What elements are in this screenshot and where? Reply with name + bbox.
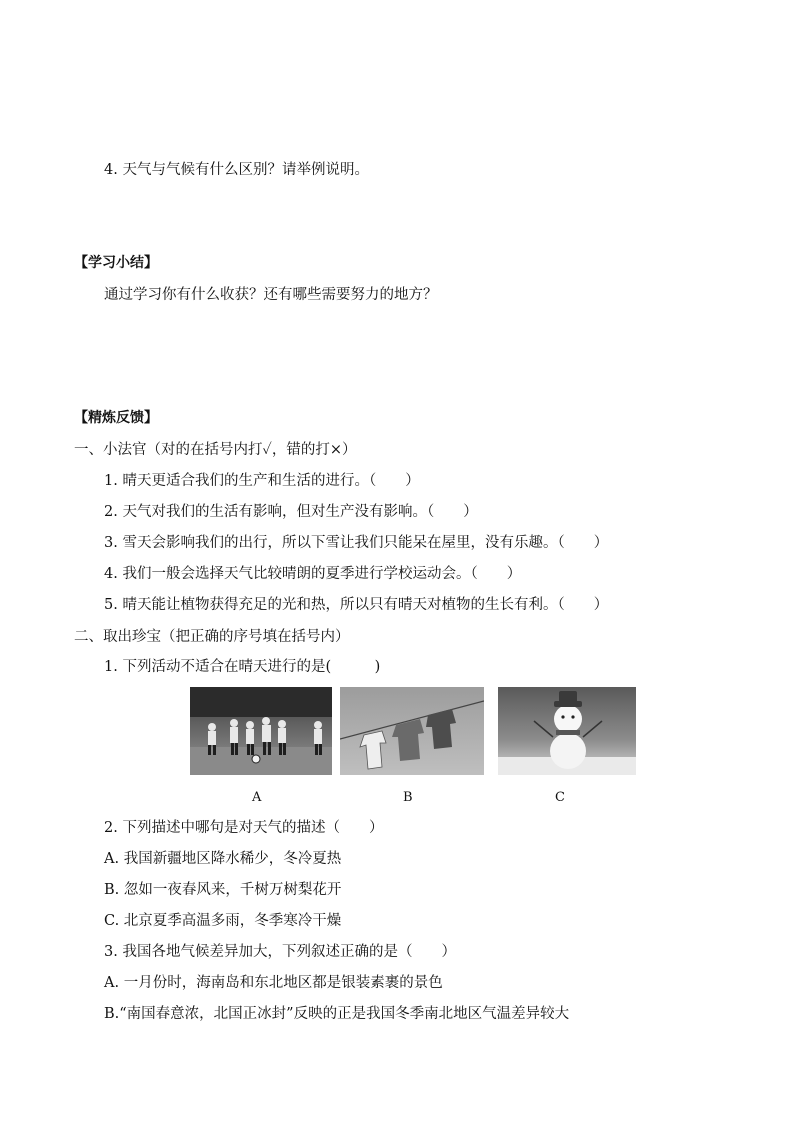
part1-title: 一、小法官（对的在括号内打✓，错的打×） [74, 442, 357, 458]
q3-option-b: B.“南国春意浓，北国正冰封”反映的正是我国冬季南北地区气温差异较大 [104, 1006, 570, 1022]
part1-item-4: 4. 我们一般会选择天气比较晴朗的夏季进行学校运动会。（ ） [104, 566, 522, 582]
question-4: 4. 天气与气候有什么区别？请举例说明。 [104, 162, 369, 178]
image-a-caption: A [252, 790, 262, 805]
part2-question-3: 3. 我国各地气候差异加大，下列叙述正确的是（ ） [104, 944, 456, 960]
q2-option-c: C. 北京夏季高温多雨，冬季寒冷干燥 [104, 913, 342, 929]
part1-item-2: 2. 天气对我们的生活有影响，但对生产没有影响。（ ） [104, 504, 478, 520]
practice-heading: 【精炼反馈】 [74, 410, 158, 426]
summary-heading: 【学习小结】 [74, 255, 158, 271]
q2-option-b: B. 忽如一夜春风来，千树万树梨花开 [104, 882, 342, 898]
summary-prompt: 通过学习你有什么收获？还有哪些需要努力的地方？ [104, 287, 438, 303]
q2-option-a: A. 我国新疆地区降水稀少，冬冷夏热 [104, 851, 342, 867]
part2-question-1: 1. 下列活动不适合在晴天进行的是( ) [104, 659, 381, 675]
image-b-caption: B [403, 790, 413, 805]
children-playing-soccer-photo [190, 687, 332, 775]
q3-option-a: A. 一月份时，海南岛和东北地区都是银装素裹的景色 [104, 975, 443, 991]
part2-title: 二、取出珍宝（把正确的序号填在括号内） [74, 629, 350, 645]
part1-item-1: 1. 晴天更适合我们的生产和生活的进行。（ ） [104, 473, 420, 489]
part2-question-2: 2. 下列描述中哪句是对天气的描述（ ） [104, 820, 384, 836]
part1-item-3: 3. 雪天会影响我们的出行，所以下雪让我们只能呆在屋里，没有乐趣。（ ） [104, 535, 609, 551]
image-c-caption: C [555, 790, 565, 805]
laundry-drying-photo [340, 687, 484, 775]
snowman-photo [498, 687, 636, 775]
part1-item-5: 5. 晴天能让植物获得充足的光和热，所以只有晴天对植物的生长有利。（ ） [104, 597, 609, 613]
